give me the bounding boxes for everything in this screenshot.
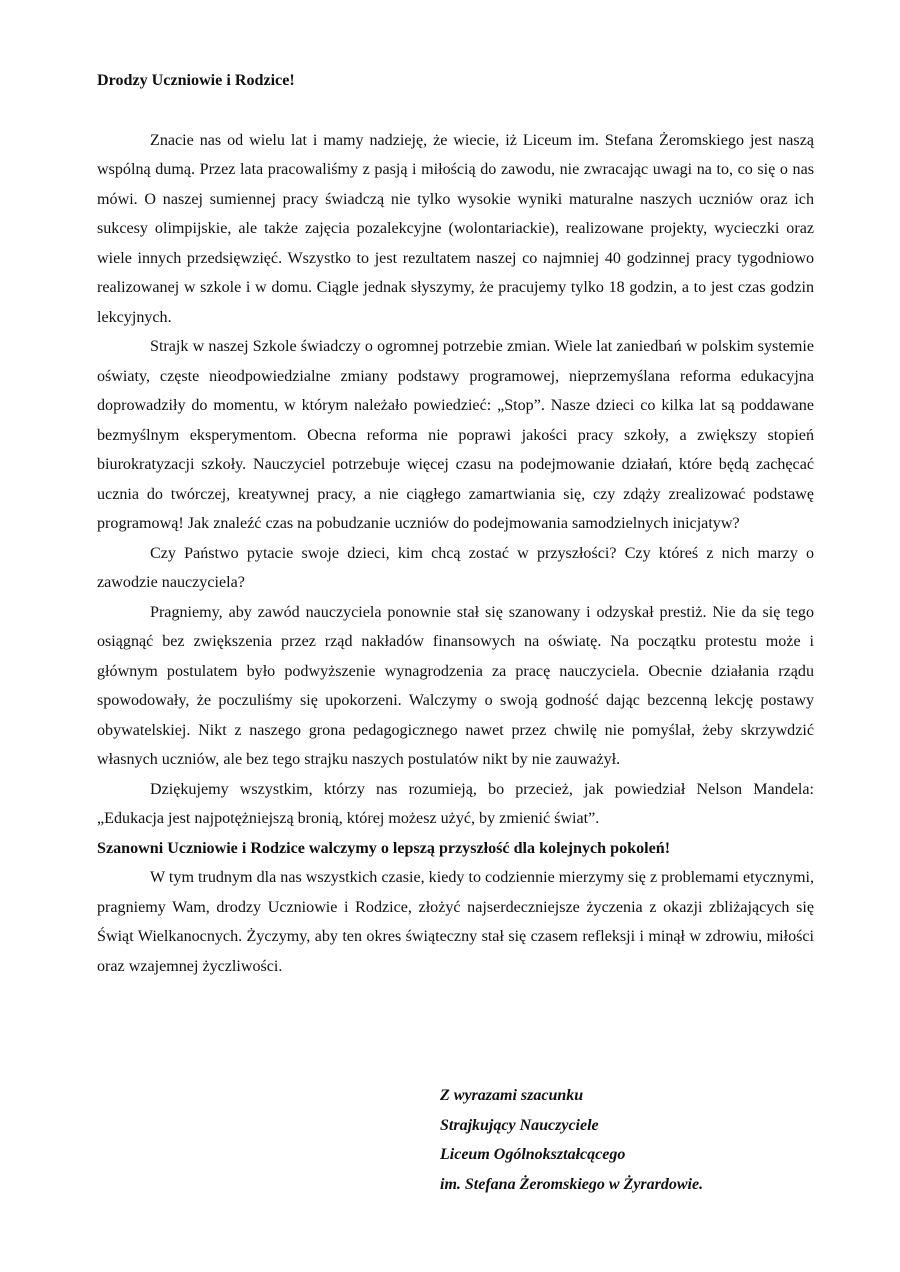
paragraph-3: Czy Państwo pytacie swoje dzieci, kim chcą zostać w przyszłości? Czy któreś z nich marzy o zawodzie nauczyciela? [97, 544, 814, 591]
closing-paragraph: W tym trudnym dla nas wszystkich czasie, kiedy to codziennie mierzymy się z problemami etycznymi, pragniemy Wam, drodzy Uczniowie i Rodzice, złożyć najserdeczniejsze życzenia z okazji zbliżających się Świąt Wielkanocnych. Życzymy, aby ten okres świąteczny stał się czasem refleksji i minął w zdrowiu, miłości oraz wzajemnej życzliwości. [97, 869, 814, 975]
signature-line-patron-town: im. Stefana Żeromskiego w Żyrardowie. [440, 1175, 704, 1193]
paragraph-1: Znacie nas od wielu lat i mamy nadzieję, że wiecie, iż Liceum im. Stefana Żeromskiego jest naszą wspólną dumą. Przez lata pracowaliśmy z pasją i miłością do zawodu, nie zwracając uwagi na to, co się o nas mówi. O naszej sumiennej pracy świadczą nie tylko wysokie wyniki maturalne naszych uczniów oraz ich sukcesy olimpijskie, ale także zajęcia pozalekcyjne (wolontariackie), realizowane projekty, wycieczki oraz wiele innych przedsięwzięć. Wszystko to jest rezultatem naszej co najmniej 40 godzinnej pracy tygodniowo realizowanej w szkole i w domu. Ciągle jednak słyszymy, że pracujemy tylko 18 godzin, a to jest czas godzin lekcyjnych. [97, 131, 814, 326]
letter-greeting: Drodzy Uczniowie i Rodzice! [97, 72, 295, 89]
paragraph-2: Strajk w naszej Szkole świadczy o ogromnej potrzebie zmian. Wiele lat zaniedbań w polskim systemie oświaty, częste nieodpowiedzialne zmiany podstawy programowej, nieprzemyślana reforma edukacyjna doprowadziły do momentu, w którym należało powiedzieć: „Stop”. Nasze dzieci co kilka lat są poddawane bezmyślnym eksperymentom. Obecna reforma nie poprawi jakości pracy szkoły, a zwiększy stopień biurokratyzacji szkoły. Nauczyciel potrzebuje więcej czasu na podejmowanie działań, które będą zachęcać ucznia do twórczej, kreatywnej pracy, a nie ciągłego zamartwiania się, czy zdąży zrealizować podstawę programową! Jak znaleźć czas na pobudzanie uczniów do podejmowania samodzielnych inicjatyw? [97, 338, 814, 532]
letter-body [97, 66, 814, 981]
bold-statement: Szanowni Uczniowie i Rodzice walczymy o lepszą przyszłość dla kolejnych pokoleń! [97, 839, 671, 857]
signature-line-regards: Z wyrazami szacunku [440, 1087, 584, 1104]
signature-block [440, 1081, 703, 1199]
signature-line-teachers: Strajkujący Nauczyciele [440, 1116, 599, 1134]
paragraph-5: Dziękujemy wszystkim, którzy nas rozumieją, bo przecież, jak powiedział Nelson Mandela: „Edukacja jest najpotężniejszą bronią, której możesz użyć, by zmienić świat”. [97, 780, 814, 827]
paragraph-4: Pragniemy, aby zawód nauczyciela ponownie stał się szanowany i odzyskał prestiż. Nie da się tego osiągnąć bez zwiększenia przez rząd nakładów finansowych na oświatę. Na początku protestu może i głównym postulatem było podwyższenie wynagrodzenia za pracę nauczyciela. Obecnie działania rządu spowodowały, że poczuliśmy się upokorzeni. Walczymy o swoją godność dając bezcenną lekcję postawy obywatelskiej. Nikt z naszego grona pedagogicznego nawet przez chwilę nie pomyślał, żeby skrzywdzić własnych uczniów, ale bez tego strajku naszych postulatów nikt by nie zauważył. [97, 603, 814, 768]
signature-line-school: Liceum Ogólnokształcącego [440, 1146, 626, 1163]
